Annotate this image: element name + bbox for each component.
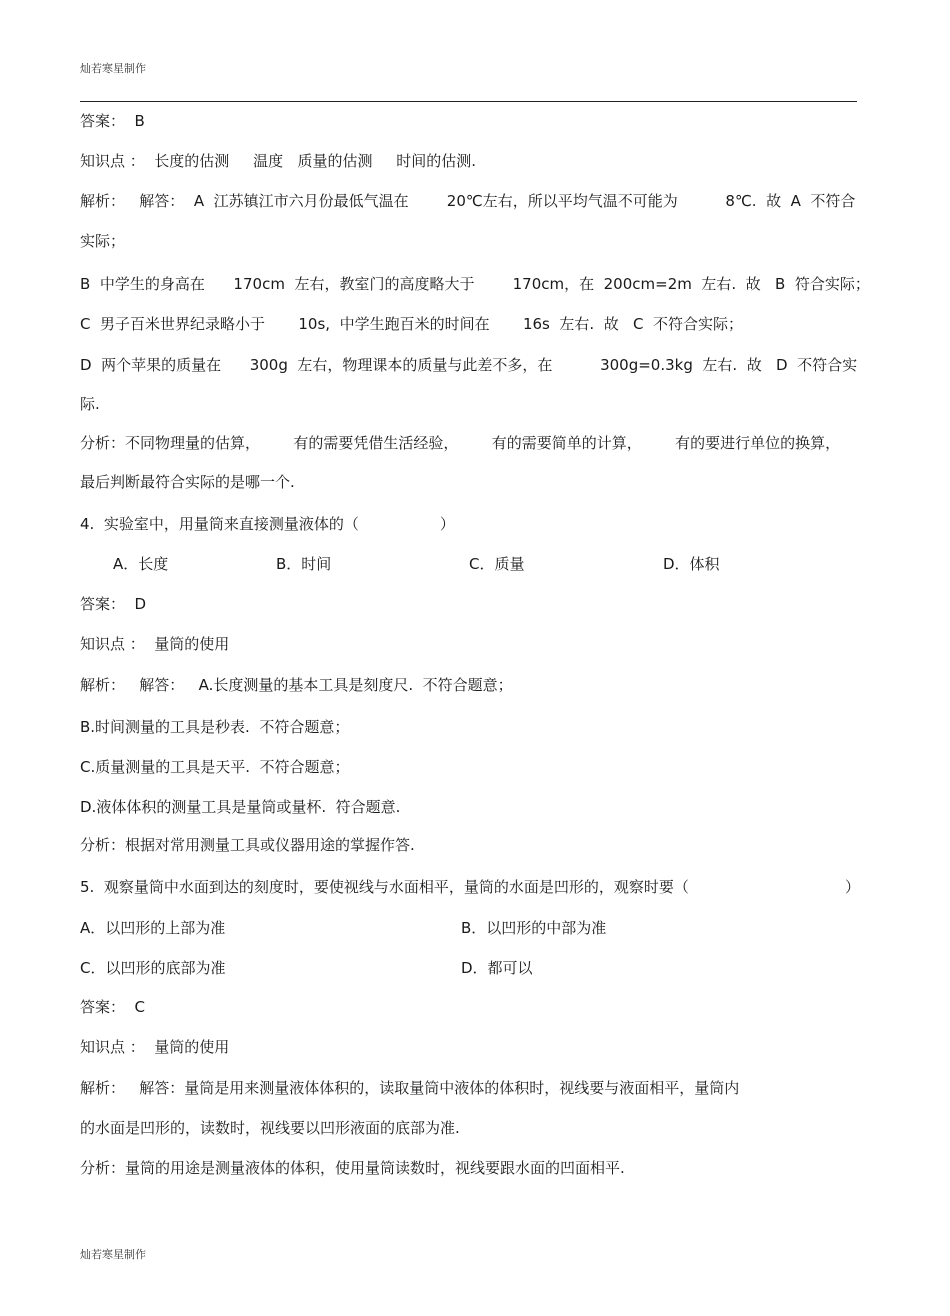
- q4-analysis-c: C.质量测量的工具是天平. 不符合题意；: [80, 758, 350, 776]
- q4-option-a: A．长度: [113, 555, 169, 573]
- q5-analysis-line1: 解析： 解答：量筒是用来测量液体体积的，读取量筒中液体的体积时，视线要与液面相平，量筒内: [80, 1079, 740, 1097]
- header-rule: [80, 101, 857, 102]
- q3-analysis-line1: 解析： 解答： A 江苏镇江市六月份最低气温在 20℃左右，所以平均气温不可能为 8℃. 故 A 不符合: [80, 192, 856, 210]
- q3-summary-line1: 分析：不同物理量的估算， 有的需要凭借生活经验， 有的需要简单的计算， 有的要进行单位的换算，: [80, 434, 841, 452]
- q5-option-c: C．以凹形的底部为准: [80, 959, 226, 977]
- q4-answer: 答案： D: [80, 595, 147, 613]
- q4-stem: 4. 实验室中，用量筒来直接测量液体的（ ）: [80, 515, 455, 533]
- q4-option-d: D．体积: [663, 555, 720, 573]
- page-header: 灿若寒星制作: [80, 62, 146, 75]
- q3-knowledge: 知识点 ： 长度的估测 温度 质量的估测 时间的估测.: [80, 152, 477, 170]
- q5-option-d: D．都可以: [461, 959, 533, 977]
- q5-knowledge: 知识点 ： 量筒的使用: [80, 1038, 230, 1056]
- q3-analysis-d-line1: D 两个苹果的质量在 300g 左右，物理课本的质量与此差不多，在 300g=0.3kg 左右. 故 D 不符合实: [80, 356, 858, 374]
- q4-analysis-d: D.液体体积的测量工具是量筒或量杯. 符合题意.: [80, 798, 401, 816]
- q5-analysis-line2: 的水面是凹形的，读数时，视线要以凹形液面的底部为准.: [80, 1119, 460, 1137]
- q5-stem-close: ）: [845, 878, 861, 896]
- q3-answer: 答案： B: [80, 112, 145, 130]
- q4-option-c: C．质量: [469, 555, 525, 573]
- q4-summary: 分析：根据对常用测量工具或仪器用途的掌握作答.: [80, 836, 415, 854]
- q4-knowledge: 知识点 ： 量筒的使用: [80, 635, 230, 653]
- q3-analysis-b: B 中学生的身高在 170cm 左右，教室门的高度略大于 170cm，在 200cm=2m 左右. 故 B 符合实际；: [80, 275, 870, 293]
- q4-analysis-b: B.时间测量的工具是秒表. 不符合题意；: [80, 718, 350, 736]
- q4-option-b: B．时间: [276, 555, 332, 573]
- q5-stem: 5. 观察量筒中水面到达的刻度时，要使视线与水面相平，量筒的水面是凹形的，观察时要（: [80, 878, 689, 896]
- q5-summary: 分析：量筒的用途是测量液体的体积，使用量筒读数时，视线要跟水面的凹面相平.: [80, 1159, 625, 1177]
- q5-answer: 答案： C: [80, 998, 146, 1016]
- q3-analysis-d-line2: 际.: [80, 395, 100, 413]
- q5-option-b: B．以凹形的中部为准: [461, 919, 607, 937]
- page-footer: 灿若寒星制作: [80, 1248, 146, 1261]
- q3-summary-line2: 最后判断最符合实际的是哪一个.: [80, 473, 295, 491]
- q3-analysis-line2: 实际；: [80, 232, 126, 250]
- q4-analysis-a: 解析： 解答： A.长度测量的基本工具是刻度尺. 不符合题意；: [80, 676, 513, 694]
- q3-analysis-c: C 男子百米世界纪录略小于 10s, 中学生跑百米的时间在 16s 左右. 故 C 不符合实际；: [80, 315, 744, 333]
- q5-option-a: A．以凹形的上部为准: [80, 919, 226, 937]
